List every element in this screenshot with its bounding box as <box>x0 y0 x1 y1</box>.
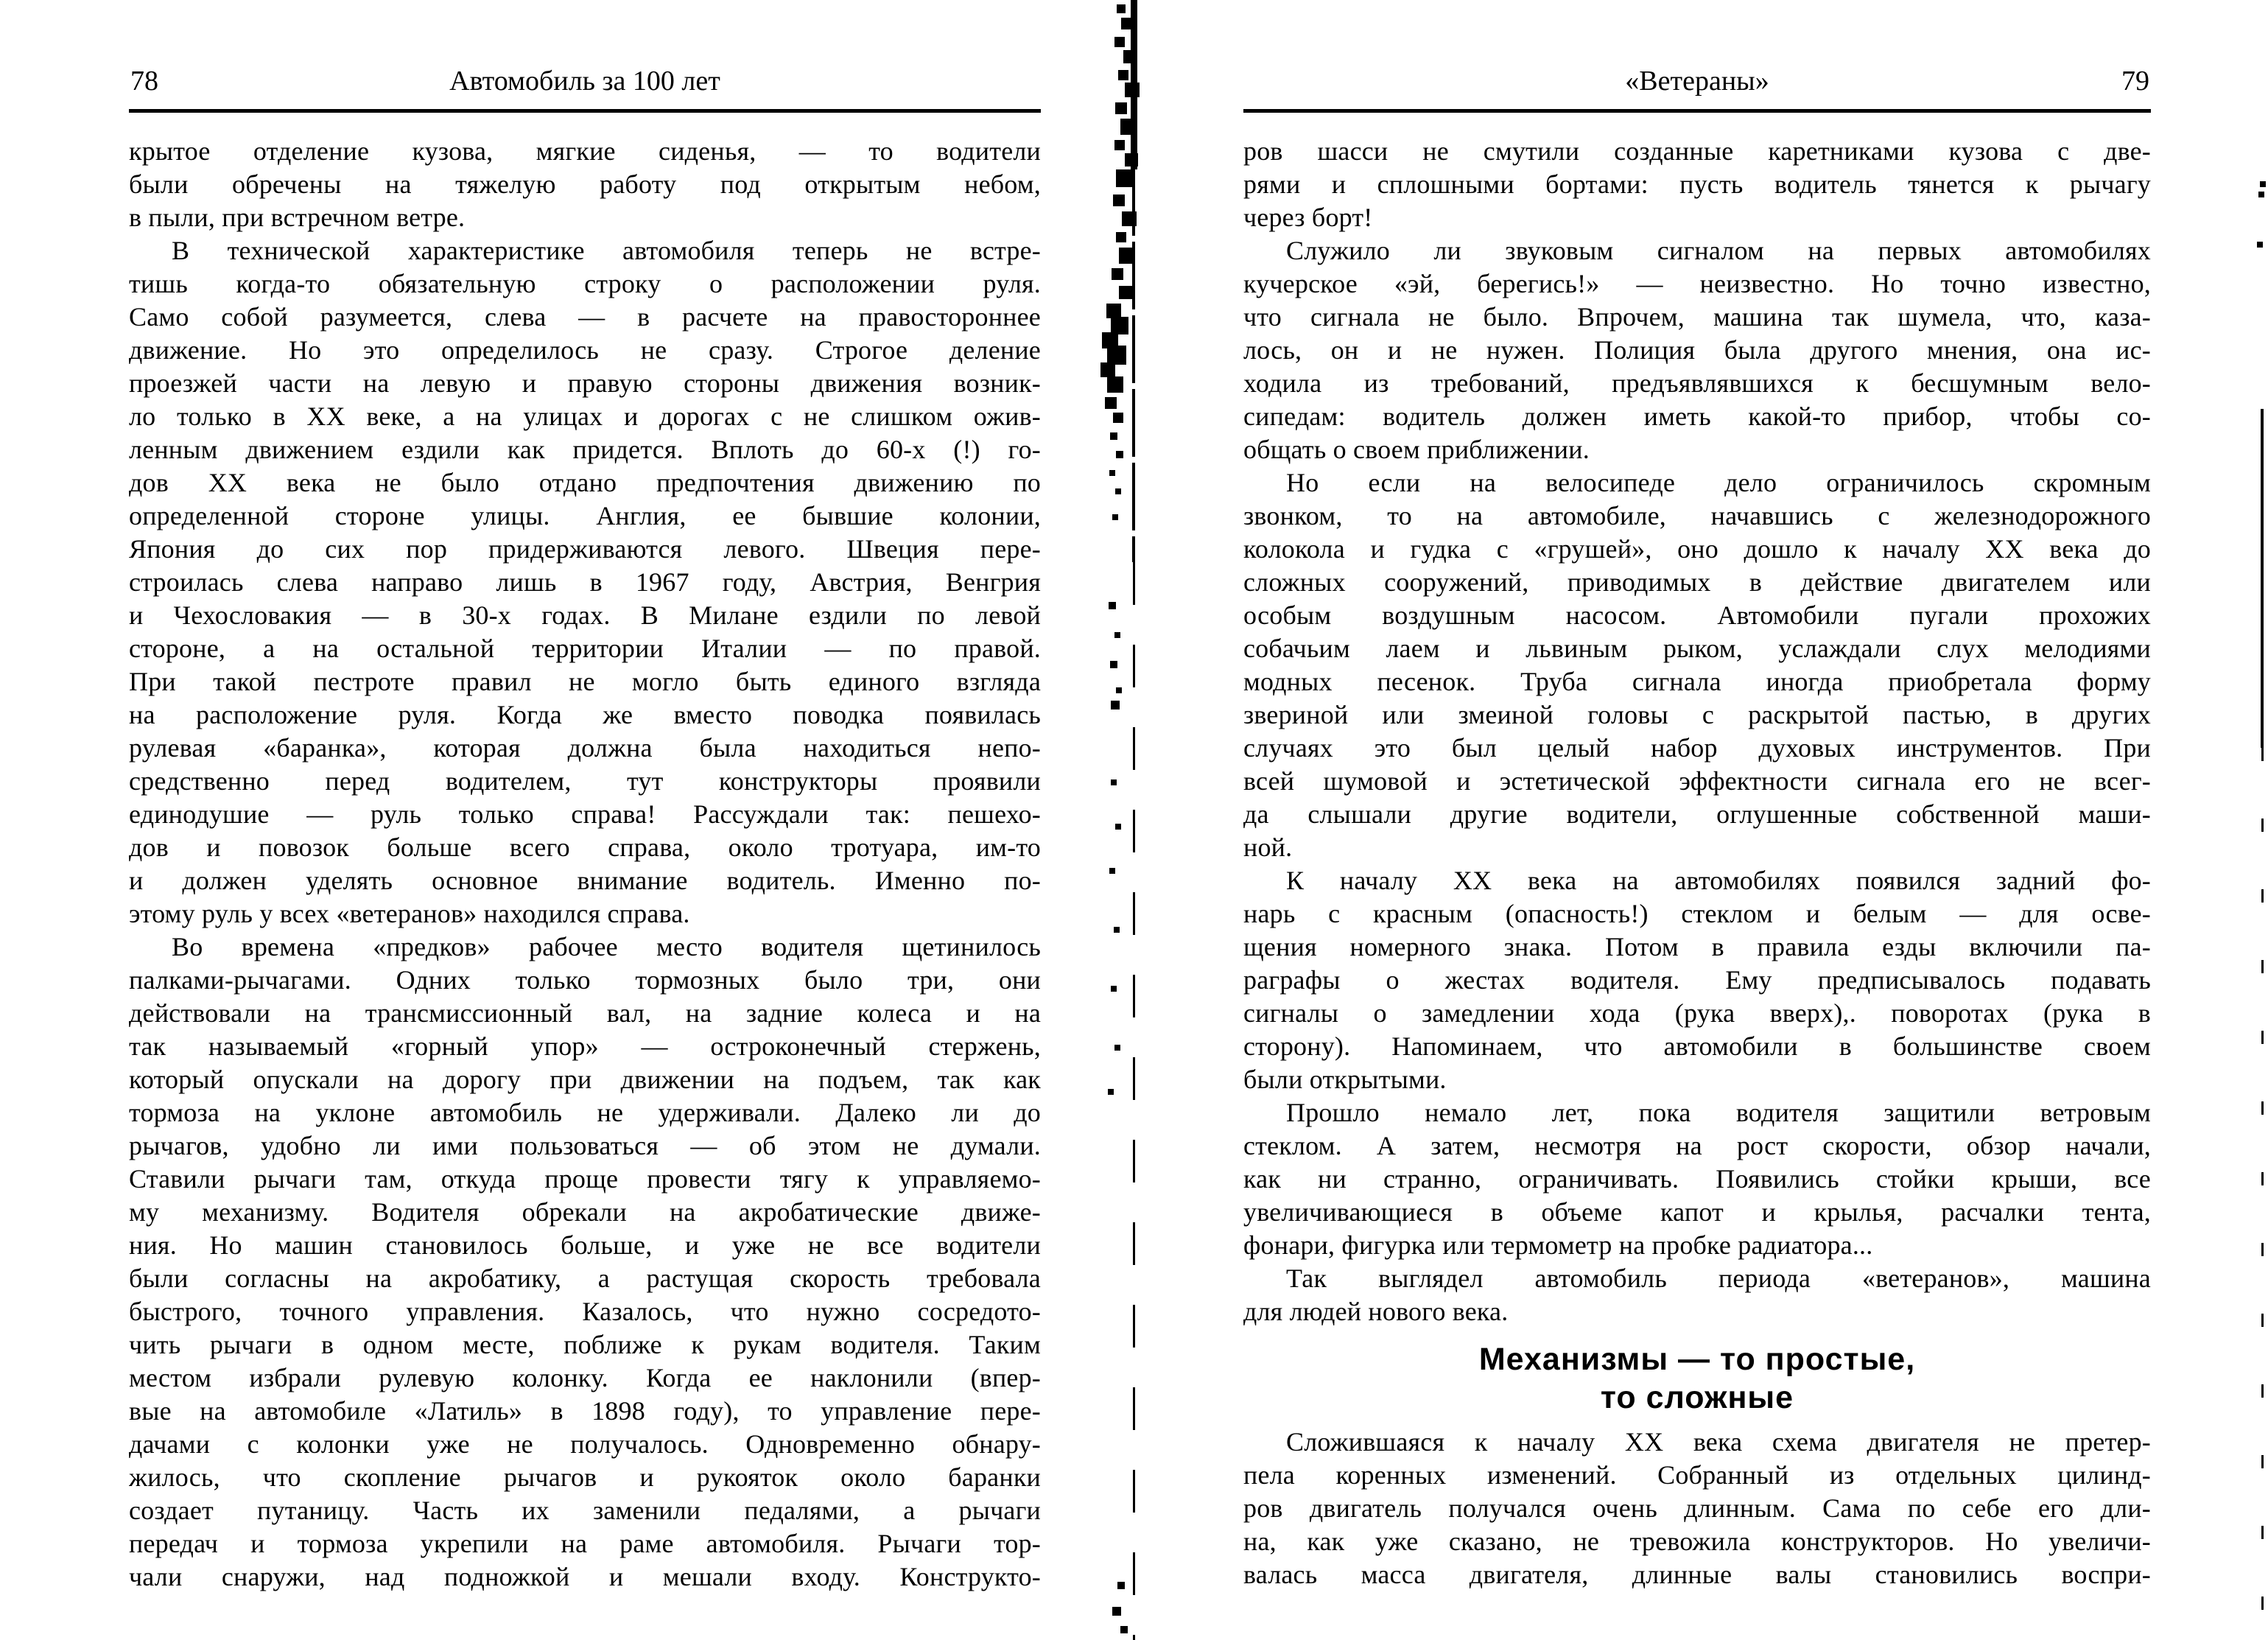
text-line: всей шумовой и эстетической эффектности сигнала его не всег- <box>1243 766 2151 796</box>
text-line: передач и тормоза укрепили на раме автомобиля. Рычаги тор- <box>129 1529 1041 1558</box>
text-line: тормоза на уклоне автомобиль не удерживали. Далеко ли до <box>129 1098 1041 1127</box>
text-line: Но если на велосипеде дело ограничилось скромным <box>1286 468 2151 497</box>
page-edge-artifact <box>2261 748 2264 1617</box>
header-rule <box>129 109 1041 113</box>
text-line: который опускали на дорогу при движении на подъем, так как <box>129 1065 1041 1094</box>
page-number: 79 <box>2121 66 2149 97</box>
text-line: Сложившаяся к началу XX века схема двигателя не претер- <box>1286 1427 2151 1457</box>
text-line: местом избрали рулевую колонку. Когда ее наклонили (впер- <box>129 1363 1041 1392</box>
header-rule <box>1243 109 2151 113</box>
text-line: Япония до сих пор придерживаются левого. Швеция пере- <box>129 534 1041 564</box>
text-line: да слышали другие водители, оглушенные собственной маши- <box>1243 799 2151 829</box>
text-line: общать о своем приближении. <box>1243 435 1590 464</box>
text-line: модных песенок. Труба сигнала иногда приобретала форму <box>1243 667 2151 696</box>
running-title: Автомобиль за 100 лет <box>449 66 720 97</box>
text-line: сложных сооружений, приводимых в действие двигателем или <box>1243 567 2151 597</box>
text-line: ров двигатель получался очень длинным. Сама по себе его дли- <box>1243 1493 2151 1523</box>
text-line: как ни странно, ограничивать. Появились стойки крыши, все <box>1243 1164 2151 1194</box>
text-line: Служило ли звуковым сигналом на первых автомобилях <box>1286 236 2151 265</box>
text-line: действовали на трансмиссионный вал, на задние колеса и на <box>129 998 1041 1028</box>
book-spine-artifact <box>1132 168 1135 562</box>
text-line: палками-рычагами. Одних только тормозных было три, они <box>129 965 1041 995</box>
text-line: движение. Но это определилось не сразу. Строгое деление <box>129 335 1041 365</box>
text-line: вые на автомобиле «Латиль» в 1898 году), то управление пере- <box>129 1396 1041 1426</box>
text-line: ло только в XX веке, а на улицах и дорогах с не слишком ожив- <box>129 402 1041 431</box>
text-line: лось, он и не нужен. Полиция была другого мнения, она ис- <box>1243 335 2151 365</box>
text-line: крытое отделение кузова, мягкие сиденья, — то водители <box>129 136 1041 166</box>
text-line: и Чехословакия — в 30-х годах. В Милане ездили по левой <box>129 600 1041 630</box>
text-line: ров шасси не смутили созданные каретниками кузова с две- <box>1243 136 2151 166</box>
page-text-column <box>129 135 1041 1594</box>
running-title: «Ветераны» <box>1625 66 1769 97</box>
text-line: раграфы о жестах водителя. Ему предписывалось подавать <box>1243 965 2151 995</box>
text-line: тишь когда-то обязательную строку о расположении руля. <box>129 269 1041 298</box>
page-header <box>1243 66 2151 96</box>
text-line: строилась слева направо лишь в 1967 году, Австрия, Венгрия <box>129 567 1041 597</box>
text-line: ной. <box>1243 833 1293 862</box>
text-line: валась масса двигателя, длинные валы становились воспри- <box>1243 1560 2151 1589</box>
text-line: были обречены на тяжелую работу под открытым небом, <box>129 169 1041 199</box>
text-line: дачами с колонки уже не получалось. Одновременно обнару- <box>129 1429 1041 1459</box>
text-line: сигналы о замедлении хода (рука вверх),. поворотах (рука в <box>1243 998 2151 1028</box>
text-line: были открытыми. <box>1243 1065 1447 1094</box>
section-heading-line: то сложные <box>1600 1380 1794 1415</box>
text-line: создает путаницу. Часть их заменили педалями, а рычаги <box>129 1496 1041 1525</box>
text-line: быстрого, точного управления. Казалось, что нужно сосредото- <box>129 1297 1041 1326</box>
text-line: единодушие — руль только справа! Рассуждали так: пешехо- <box>129 799 1041 829</box>
text-line: кучерское «эй, берегись!» — неизвестно. Но точно известно, <box>1243 269 2151 298</box>
text-line: При такой пестроте правил не могло быть единого взгляда <box>129 667 1041 696</box>
text-line: чали снаружи, над подножкой и мешали входу. Конструкто- <box>129 1562 1041 1591</box>
text-line: рычагов, удобно ли ими пользоваться — об этом не думали. <box>129 1131 1041 1160</box>
book-page-left <box>129 66 1041 1594</box>
text-line: для людей нового века. <box>1243 1297 1509 1326</box>
text-line: так называемый «горный упор» — остроконечный стержень, <box>129 1031 1041 1061</box>
text-line: и должен уделять основное внимание водитель. Именно по- <box>129 866 1041 895</box>
page-header <box>129 66 1041 96</box>
text-line: звонком, то на автомобиле, начавшись с железнодорожного <box>1243 501 2151 530</box>
text-line: Во времена «предков» рабочее место водителя щетинилось <box>172 932 1041 961</box>
text-line: Так выглядел автомобиль периода «ветеранов», машина <box>1286 1264 2151 1293</box>
section-heading-line: Механизмы — то простые, <box>1478 1342 1916 1377</box>
text-line: пела коренных изменений. Собранный из отдельных цилинд- <box>1243 1460 2151 1490</box>
book-spine-noise-artifact <box>1098 0 1100 3</box>
text-line: Ставили рычаги там, откуда проще провести тягу к управляемо- <box>129 1164 1041 1194</box>
text-line: особым воздушным насосом. Автомобили пугали прохожих <box>1243 600 2151 630</box>
text-line: нарь с красным (опасность!) стеклом и белым — для осве- <box>1243 899 2151 928</box>
text-line: В технической характеристике автомобиля теперь не встре- <box>172 236 1041 265</box>
text-line: рулевая «баранка», которая должна была находиться непо- <box>129 733 1041 763</box>
text-line: проезжей части на левую и правую стороны движения возник- <box>129 368 1041 398</box>
page-text-column <box>1243 135 2151 1328</box>
text-line: дов и повозок больше всего справа, около тротуара, им-то <box>129 833 1041 862</box>
text-line: сторону). Напоминаем, что автомобили в большинстве своем <box>1243 1031 2151 1061</box>
text-line: что сигнала не было. Впрочем, машина так шумела, что, каза- <box>1243 302 2151 332</box>
text-line: Прошло немало лет, пока водителя защитили ветровым <box>1286 1098 2151 1127</box>
book-spine-artifact <box>1131 0 1137 169</box>
book-page-right <box>1243 66 2151 1591</box>
text-line: на расположение руля. Когда же вместо поводка появилась <box>129 700 1041 729</box>
text-line: колокола и гудка с «грушей», оно дошло к началу XX века до <box>1243 534 2151 564</box>
text-line: му механизму. Водителя обрекали на акробатические движе- <box>129 1197 1041 1227</box>
text-line: фонари, фигурка или термометр на пробке радиатора... <box>1243 1230 1873 1260</box>
page-text-column <box>1243 1426 2151 1591</box>
text-line: рями и сплошными бортами: пусть водитель тянется к рычагу <box>1243 169 2151 199</box>
text-line: сипедам: водитель должен иметь какой-то прибор, чтобы со- <box>1243 402 2151 431</box>
text-line: стороне, а на остальной территории Италии — по правой. <box>129 634 1041 663</box>
text-line: Само собой разумеется, слева — в расчете на правостороннее <box>129 302 1041 332</box>
page-number: 78 <box>130 66 158 97</box>
text-line: увеличивающиеся в объеме капот и крылья, расчалки тента, <box>1243 1197 2151 1227</box>
text-line: определенной стороне улицы. Англия, ее бывшие колонии, <box>129 501 1041 530</box>
text-line: жилось, что скопление рычагов и рукояток около баранки <box>129 1462 1041 1492</box>
text-line: стеклом. А затем, несмотря на рост скорости, обзор начали, <box>1243 1131 2151 1160</box>
text-line: звериной или змеиной головы с раскрытой пастью, в других <box>1243 700 2151 729</box>
section-heading <box>1243 1340 2151 1417</box>
text-line: случаях это был целый набор духовых инструментов. При <box>1243 733 2151 763</box>
page-edge-artifact <box>2255 183 2258 186</box>
text-line: щения номерного знака. Потом в правила езды включили па- <box>1243 932 2151 961</box>
page-edge-artifact <box>2261 409 2264 748</box>
text-line: дов XX века не было отдано предпочтения движению по <box>129 468 1041 497</box>
text-line: ленным движением ездили как придется. Вплоть до 60-х (!) го- <box>129 435 1041 464</box>
text-line: были согласны на акробатику, а растущая скорость требовала <box>129 1264 1041 1293</box>
text-line: К началу XX века на автомобилях появился задний фо- <box>1286 866 2151 895</box>
text-line: этому руль у всех «ветеранов» находился справа. <box>129 899 690 928</box>
book-spine-artifact <box>1133 562 1135 1640</box>
text-line: чить рычаги в одном месте, поближе к рукам водителя. Таким <box>129 1330 1041 1359</box>
text-line: средственно перед водителем, тут конструкторы проявили <box>129 766 1041 796</box>
text-line: ходила из требований, предъявлявшихся к бесшумным вело- <box>1243 368 2151 398</box>
text-line: собачьим лаем и львиным рыком, услаждали слух мелодиями <box>1243 634 2151 663</box>
text-line: в пыли, при встречном ветре. <box>129 203 466 232</box>
text-line: ния. Но машин становилось больше, и уже не все водители <box>129 1230 1041 1260</box>
text-line: на, как уже сказано, не тревожила конструкторов. Но увеличи- <box>1243 1527 2151 1556</box>
text-line: через борт! <box>1243 203 1373 232</box>
